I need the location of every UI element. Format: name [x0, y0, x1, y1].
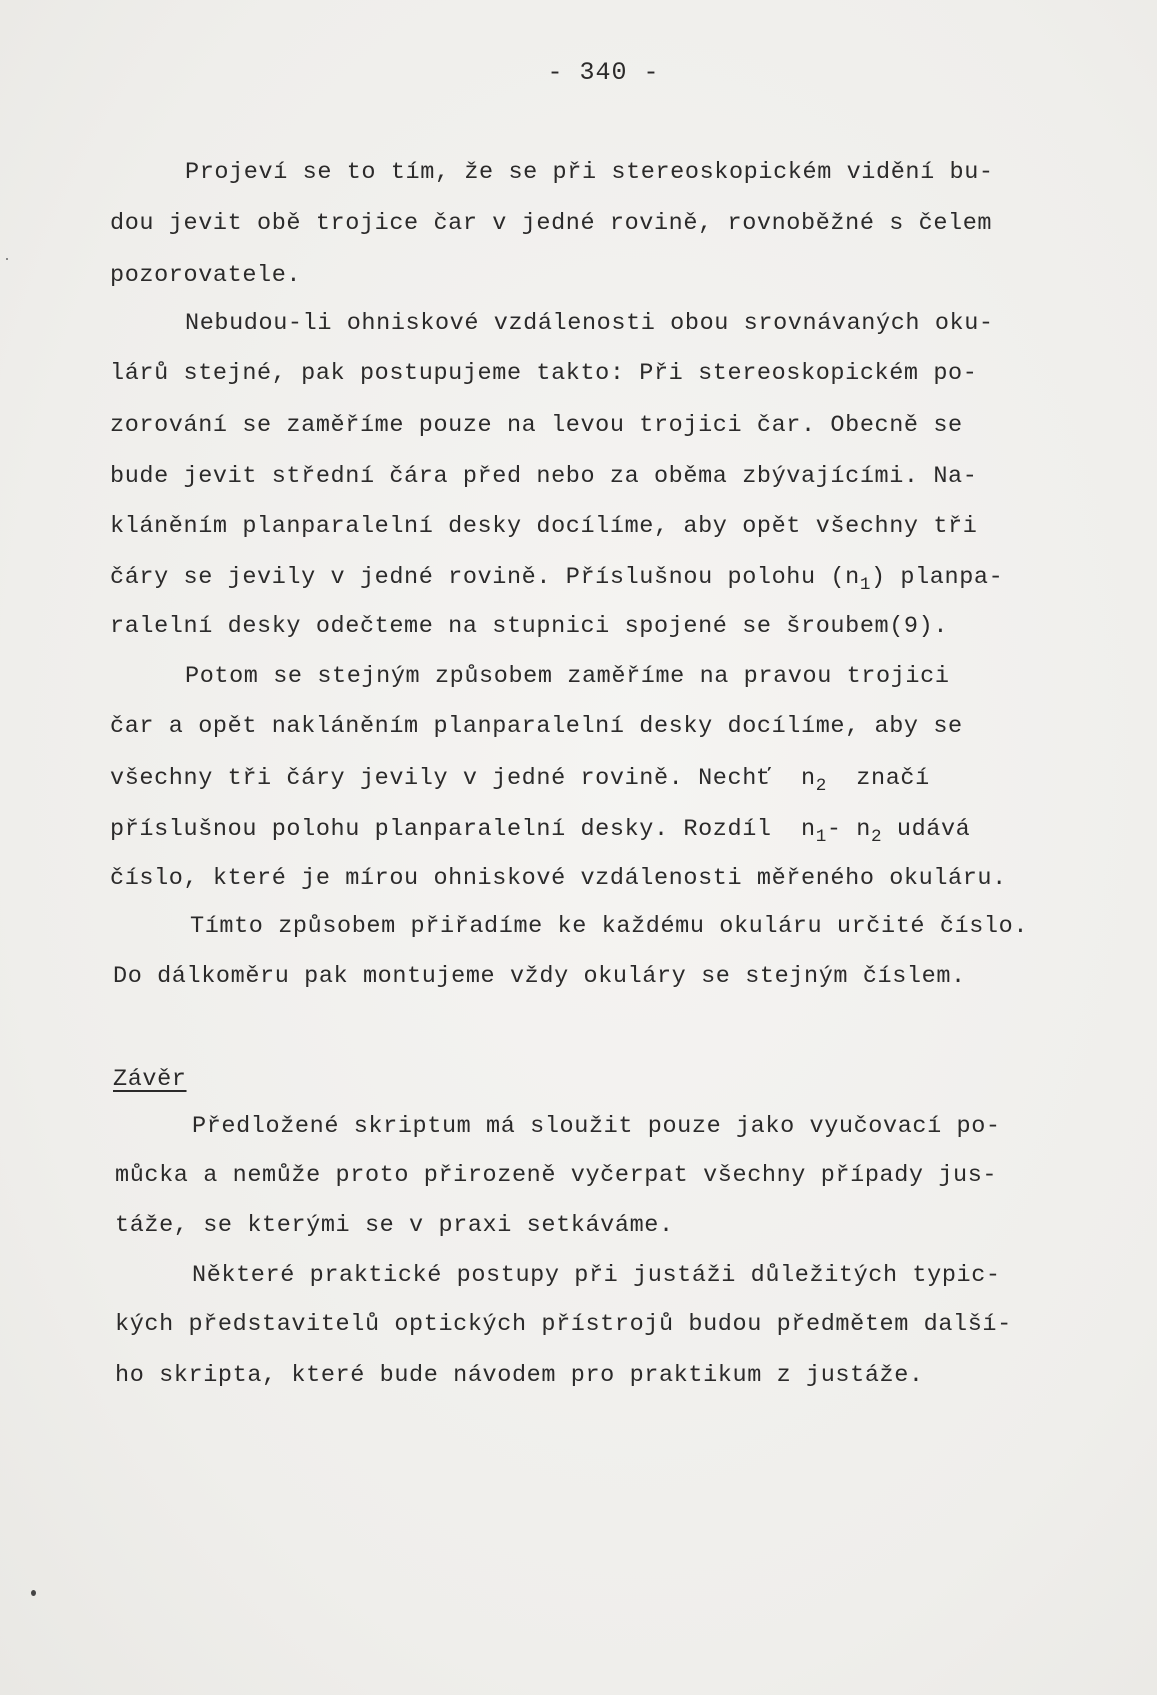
text-line: příslušnou polohu planparalelní desky. Rozdíl $n_1-$ $n_2$ udává — [110, 816, 971, 848]
text-line: čáry se jevily v jedné rovině. Příslušnou polohu $(n_1)$ planpa- — [110, 564, 1004, 596]
text-line: Předložené skriptum má sloužit pouze jako vyučovací po- — [192, 1113, 1001, 1140]
text-line: lárů stejné, pak postupujeme takto: Při stereoskopickém po- — [110, 360, 978, 387]
text-line: ho skripta, které bude návodem pro praktikum z justáže. — [115, 1362, 924, 1389]
text-line: kláněním planparalelní desky docílíme, aby opět všechny tři — [110, 513, 978, 540]
text-line: ralelní desky odečteme na stupnici spojené se šroubem(9). — [110, 613, 949, 640]
text-line: všechny tři čáry jevily v jedné rovině. Nechť $n_2$ značí — [110, 765, 930, 797]
text-line: táže, se kterými se v praxi setkáváme. — [115, 1212, 674, 1239]
text-line: pozorovatele. — [110, 262, 302, 289]
ink-speck — [31, 1590, 36, 1596]
text-line: Nebudou-li ohniskové vzdálenosti obou srovnávaných oku- — [185, 310, 994, 337]
text-line: Projeví se to tím, že se při stereoskopickém vidění bu- — [185, 159, 994, 186]
text-line: můcka a nemůže proto přirozeně vyčerpat všechny případy jus- — [115, 1162, 998, 1189]
text-line: čar a opět nakláněním planparalelní desky docílíme, aby se — [110, 713, 963, 740]
text-line: bude jevit střední čára před nebo za oběma zbývajícími. Na- — [110, 463, 978, 490]
text-line: Tímto způsobem přiřadíme ke každému okuláru určité číslo. — [190, 913, 1029, 940]
text-line: Do dálkoměru pak montujeme vždy okuláry se stejným číslem. — [113, 963, 966, 990]
ink-speck — [6, 258, 8, 260]
text-line: Některé praktické postupy při justáži důležitých typic- — [192, 1262, 1001, 1289]
section-heading: Závěr — [113, 1066, 187, 1093]
text-line: dou jevit obě trojice čar v jedné rovině, rovnoběžné s čelem — [110, 210, 993, 237]
text-line: Potom se stejným způsobem zaměříme na pravou trojici — [185, 663, 950, 690]
page-number: - 340 - — [547, 58, 660, 87]
text-line: zorování se zaměříme pouze na levou trojici čar. Obecně se — [110, 412, 963, 439]
text-line: číslo, které je mírou ohniskové vzdálenosti měřeného okuláru. — [110, 865, 1007, 892]
text-line: kých představitelů optických přístrojů budou předmětem další- — [115, 1311, 1012, 1338]
